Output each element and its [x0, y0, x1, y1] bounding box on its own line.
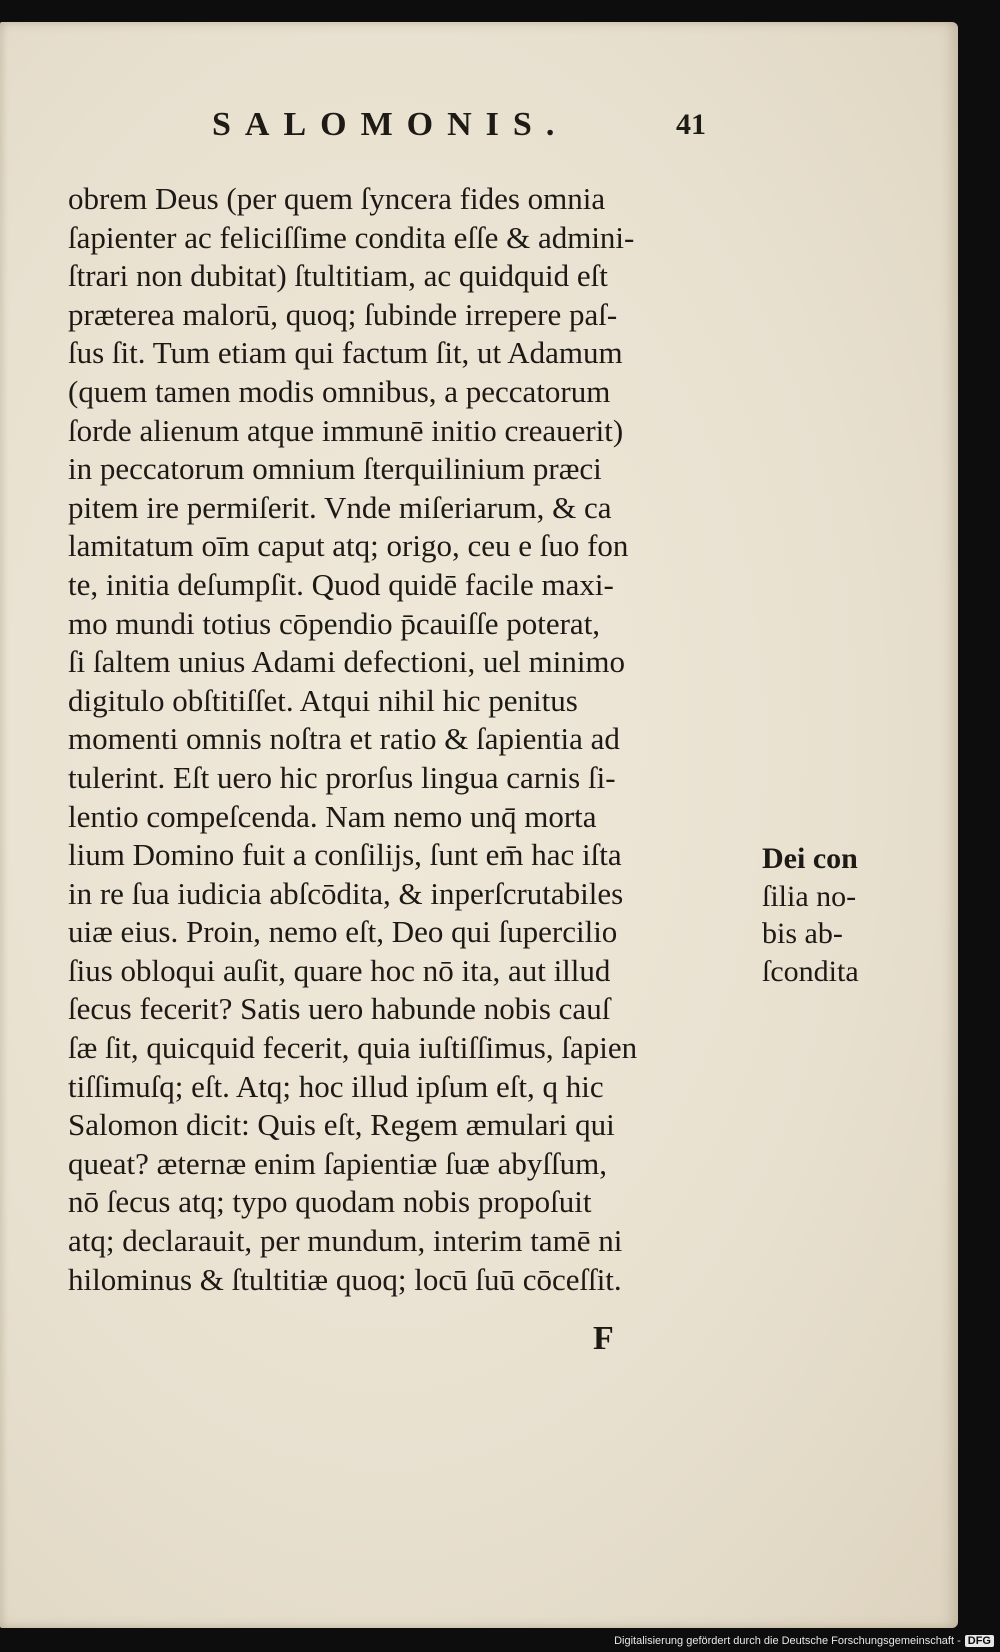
text-line: ſæ ſit, quicquid fecerit, quia iuſtiſſimus, ſapien — [68, 1030, 638, 1066]
body-text — [68, 180, 758, 1299]
text-line: in re ſua iudicia abſcōdita, & inperſcrutabiles — [68, 875, 624, 911]
marginal-note-line: ſcondita — [762, 954, 859, 988]
text-line: præterea malorū, quoq; ſubinde irrepere paſ- — [68, 296, 618, 332]
text-line: lium Domino fuit a conſilijs, ſunt em̄ hac iſta — [68, 837, 622, 873]
page-number: 41 — [676, 108, 706, 141]
text-line: ſapienter ac feliciſſime condita eſſe & admini- — [68, 219, 635, 255]
text-line: ſtrari non dubitat) ſtultitiam, ac quidquid eſt — [68, 258, 608, 294]
text-line: mo mundi totius cōpendio p̄cauiſſe poterat, — [68, 605, 601, 641]
text-line: obrem Deus (per quem ſyncera fides omnia — [68, 181, 606, 216]
marginal-note — [762, 840, 912, 990]
text-line: ſecus fecerit? Satis uero habunde nobis cauſ — [68, 991, 611, 1027]
text-line: lamitatum oīm caput atq; origo, ceu e ſuo fon — [68, 528, 629, 564]
text-line: atq; declarauit, per mundum, interim tamē ni — [68, 1223, 623, 1259]
text-line: ſius obloqui auſit, quare hoc nō ita, aut illud — [68, 952, 611, 988]
text-line: hilominus & ſtultitiæ quoq; locū ſuū cōceſſit. — [68, 1261, 622, 1297]
text-line: ſus ſit. Tum etiam qui factum ſit, ut Adamum — [68, 335, 623, 371]
text-line: queat? æternæ enim ſapientiæ ſuæ abyſſum, — [68, 1145, 607, 1181]
text-line: momenti omnis noſtra et ratio & ſapientia ad — [68, 721, 620, 757]
marginal-note-line: Dei con — [762, 842, 858, 875]
digitization-credit — [614, 1635, 994, 1647]
signature-mark: F — [593, 1320, 614, 1357]
text-line: digitulo obſtitiſſet. Atqui nihil hic penitus — [68, 682, 578, 718]
text-line: Salomon dicit: Quis eſt, Regem æmulari qui — [68, 1107, 615, 1143]
running-head: SALOMONIS. — [212, 106, 569, 143]
credit-text: Digitalisierung gefördert durch die Deutsche Forschungsgemeinschaft - — [614, 1635, 961, 1647]
book-page — [0, 22, 958, 1628]
text-line: in peccatorum omnium ſterquilinium præci — [68, 451, 602, 487]
text-line: nō ſecus atq; typo quodam nobis propoſuit — [68, 1184, 592, 1220]
text-line: tiſſimuſq; eſt. Atq; hoc illud ipſum eſt, q hic — [68, 1068, 604, 1104]
text-line: lentio compeſcenda. Nam nemo unq̄ morta — [68, 798, 597, 834]
marginal-note-line: ſilia no- — [762, 879, 857, 913]
marginal-note-line: bis ab- — [762, 917, 843, 950]
text-line: uiæ eius. Proin, nemo eſt, Deo qui ſupercilio — [68, 914, 618, 950]
text-line: te, initia deſumpſit. Quod quidē facile maxi- — [68, 566, 614, 602]
text-line: tulerint. Eſt uero hic prorſus lingua carnis ſi- — [68, 759, 616, 795]
text-line: pitem ire permiſerit. Vnde miſeriarum, & ca — [68, 489, 612, 525]
text-line: ſi ſaltem unius Adami defectioni, uel minimo — [68, 644, 626, 680]
text-line: (quem tamen modis omnibus, a peccatorum — [68, 373, 611, 409]
dfg-logo: DFG — [965, 1635, 994, 1647]
text-line: ſorde alienum atque immunē initio creauerit) — [68, 412, 624, 448]
